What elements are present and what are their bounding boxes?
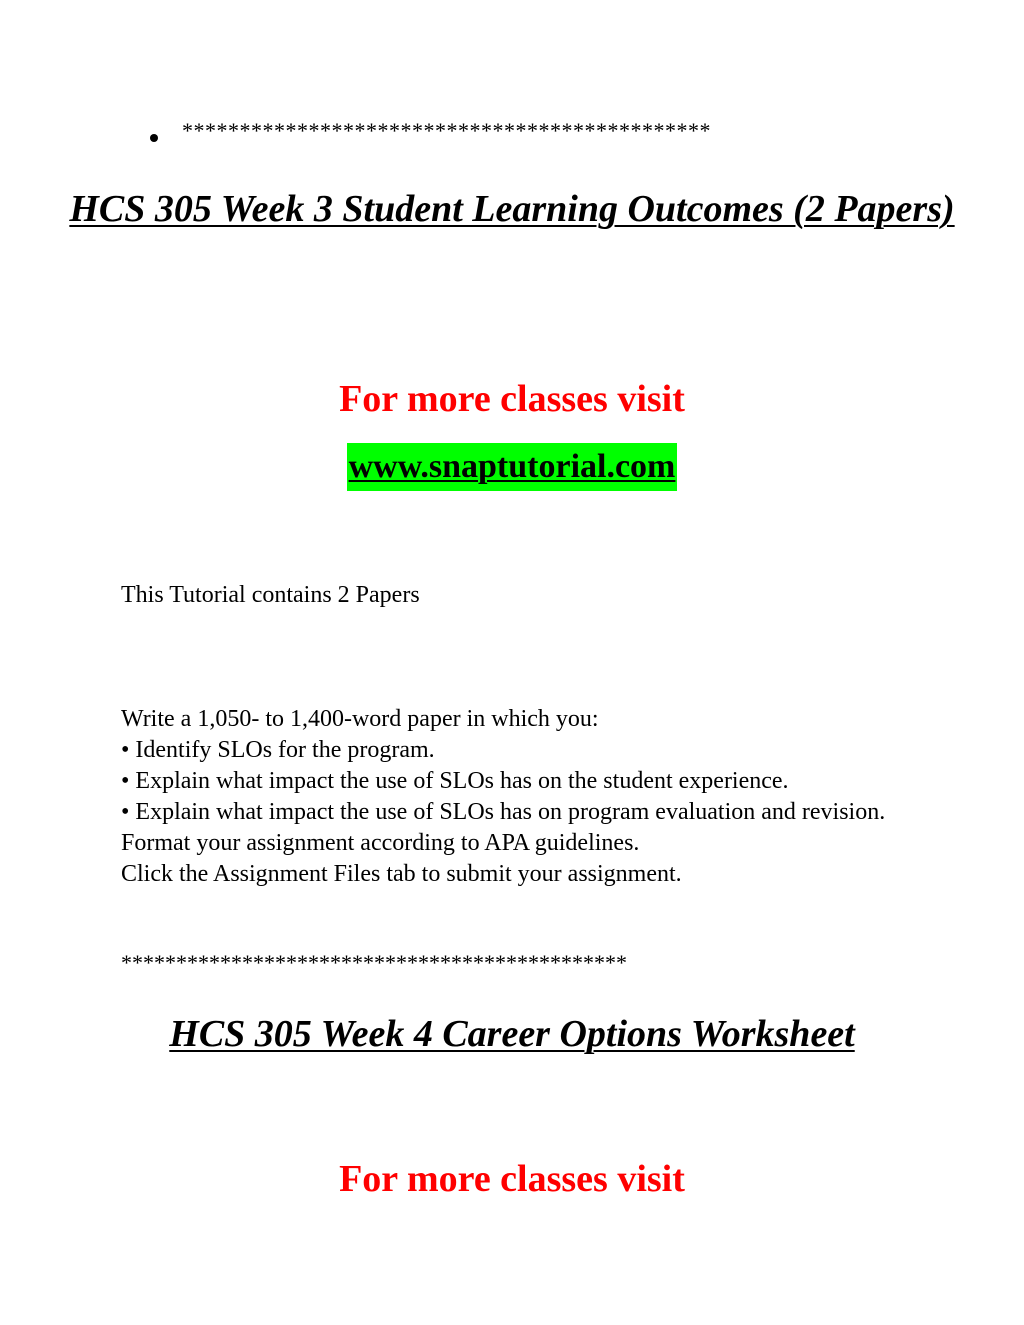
- section2-title: HCS 305 Week 4 Career Options Worksheet: [169, 1013, 855, 1055]
- description-line: • Identify SLOs for the program.: [121, 737, 435, 763]
- bullet-icon: [150, 134, 158, 142]
- snaptutorial-link[interactable]: www.snaptutorial.com: [347, 443, 678, 491]
- section1-visit-text: For more classes visit: [339, 378, 685, 420]
- section1-url-wrap: [0, 443, 1024, 491]
- description-line: • Explain what impact the use of SLOs has on program evaluation and revision.: [121, 799, 886, 825]
- description-line: Click the Assignment Files tab to submit your assignment.: [121, 861, 682, 887]
- tutorial-contains-text: This Tutorial contains 2 Papers: [121, 582, 420, 608]
- top-star-divider: **********************************************: [182, 118, 711, 143]
- description-line: Format your assignment according to APA guidelines.: [121, 830, 640, 856]
- description-line: Write a 1,050- to 1,400-word paper in which you:: [121, 706, 599, 732]
- section1-title: HCS 305 Week 3 Student Learning Outcomes (2 Papers): [69, 188, 955, 230]
- description-line: • Explain what impact the use of SLOs has on the student experience.: [121, 768, 789, 794]
- star-divider: **********************************************: [121, 950, 627, 975]
- assignment-description: [121, 704, 911, 890]
- top-bullet-row: [150, 118, 910, 148]
- section2-visit-text: For more classes visit: [339, 1158, 685, 1200]
